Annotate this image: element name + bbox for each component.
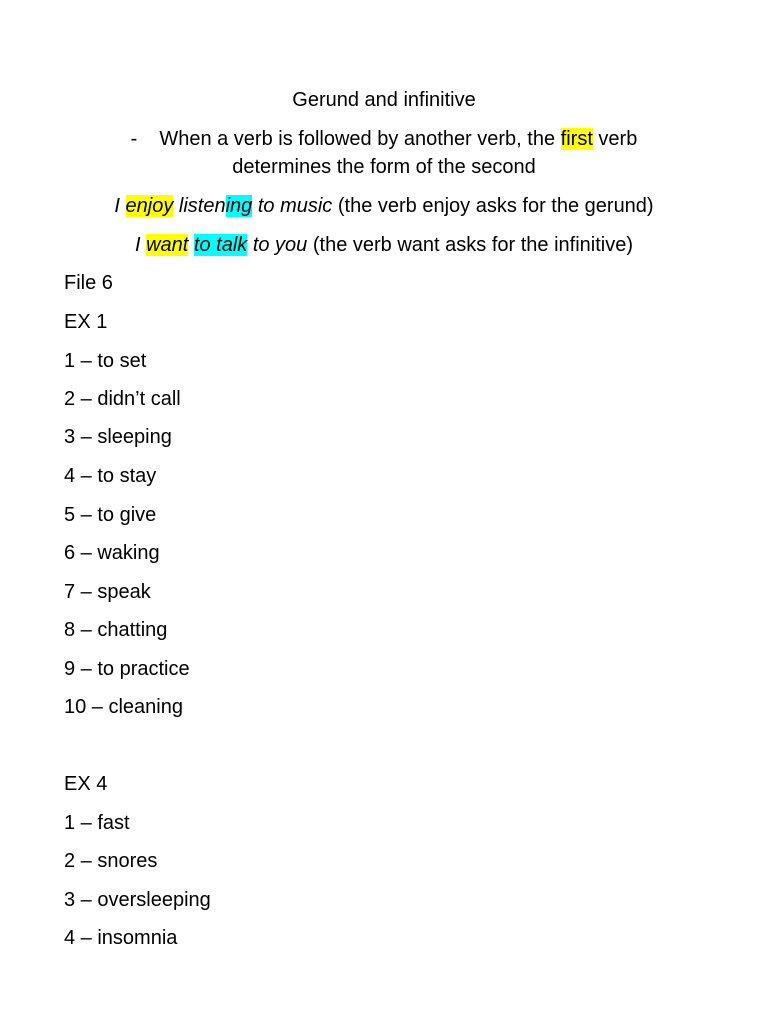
example2-infinitive: to talk (193, 234, 248, 256)
ex1-item: 9 – to practice (64, 658, 190, 680)
ex4-heading: EX 4 (64, 773, 108, 795)
example1-note: (the verb enjoy asks for the gerund) (332, 195, 654, 217)
ex1-heading: EX 1 (64, 311, 108, 333)
rule-line-1 (0, 127, 768, 151)
example1-subject: I (114, 195, 126, 217)
ex4-item: 1 – fast (64, 812, 130, 834)
example-gerund (0, 194, 768, 218)
ex1-item: 10 – cleaning (64, 696, 183, 718)
ex4-item: 3 – oversleeping (64, 889, 211, 911)
page-title: Gerund and infinitive (292, 89, 476, 111)
ex1-item: 4 – to stay (64, 465, 157, 487)
example1-suffix: ing (225, 195, 253, 217)
file-label: File 6 (64, 272, 113, 294)
example1-verb: enjoy (125, 195, 174, 217)
rule-text-2: verb (592, 128, 638, 150)
rule-highlight: first (560, 128, 593, 150)
ex1-item: 5 – to give (64, 504, 157, 526)
example2-note: (the verb want asks for the infinitive) (307, 234, 634, 256)
ex4-item: 2 – snores (64, 850, 158, 872)
ex1-item: 1 – to set (64, 350, 147, 372)
ex1-item: 7 – speak (64, 581, 151, 603)
ex1-item: 6 – waking (64, 542, 160, 564)
example1-stem: listen (173, 195, 226, 217)
ex1-item: 8 – chatting (64, 619, 168, 641)
example-infinitive (0, 233, 768, 257)
ex1-item: 2 – didn’t call (64, 388, 181, 410)
rule-text-1: When a verb is followed by another verb, the (159, 128, 561, 150)
ex4-item: 4 – insomnia (64, 927, 178, 949)
rule-line-2: determines the form of the second (232, 156, 536, 178)
ex1-item: 3 – sleeping (64, 426, 172, 448)
example2-verb: want (146, 234, 189, 256)
rule-dash: - (130, 128, 138, 150)
example1-rest: to music (252, 195, 333, 217)
example2-rest: to you (247, 234, 308, 256)
example2-subject: I (134, 234, 147, 256)
